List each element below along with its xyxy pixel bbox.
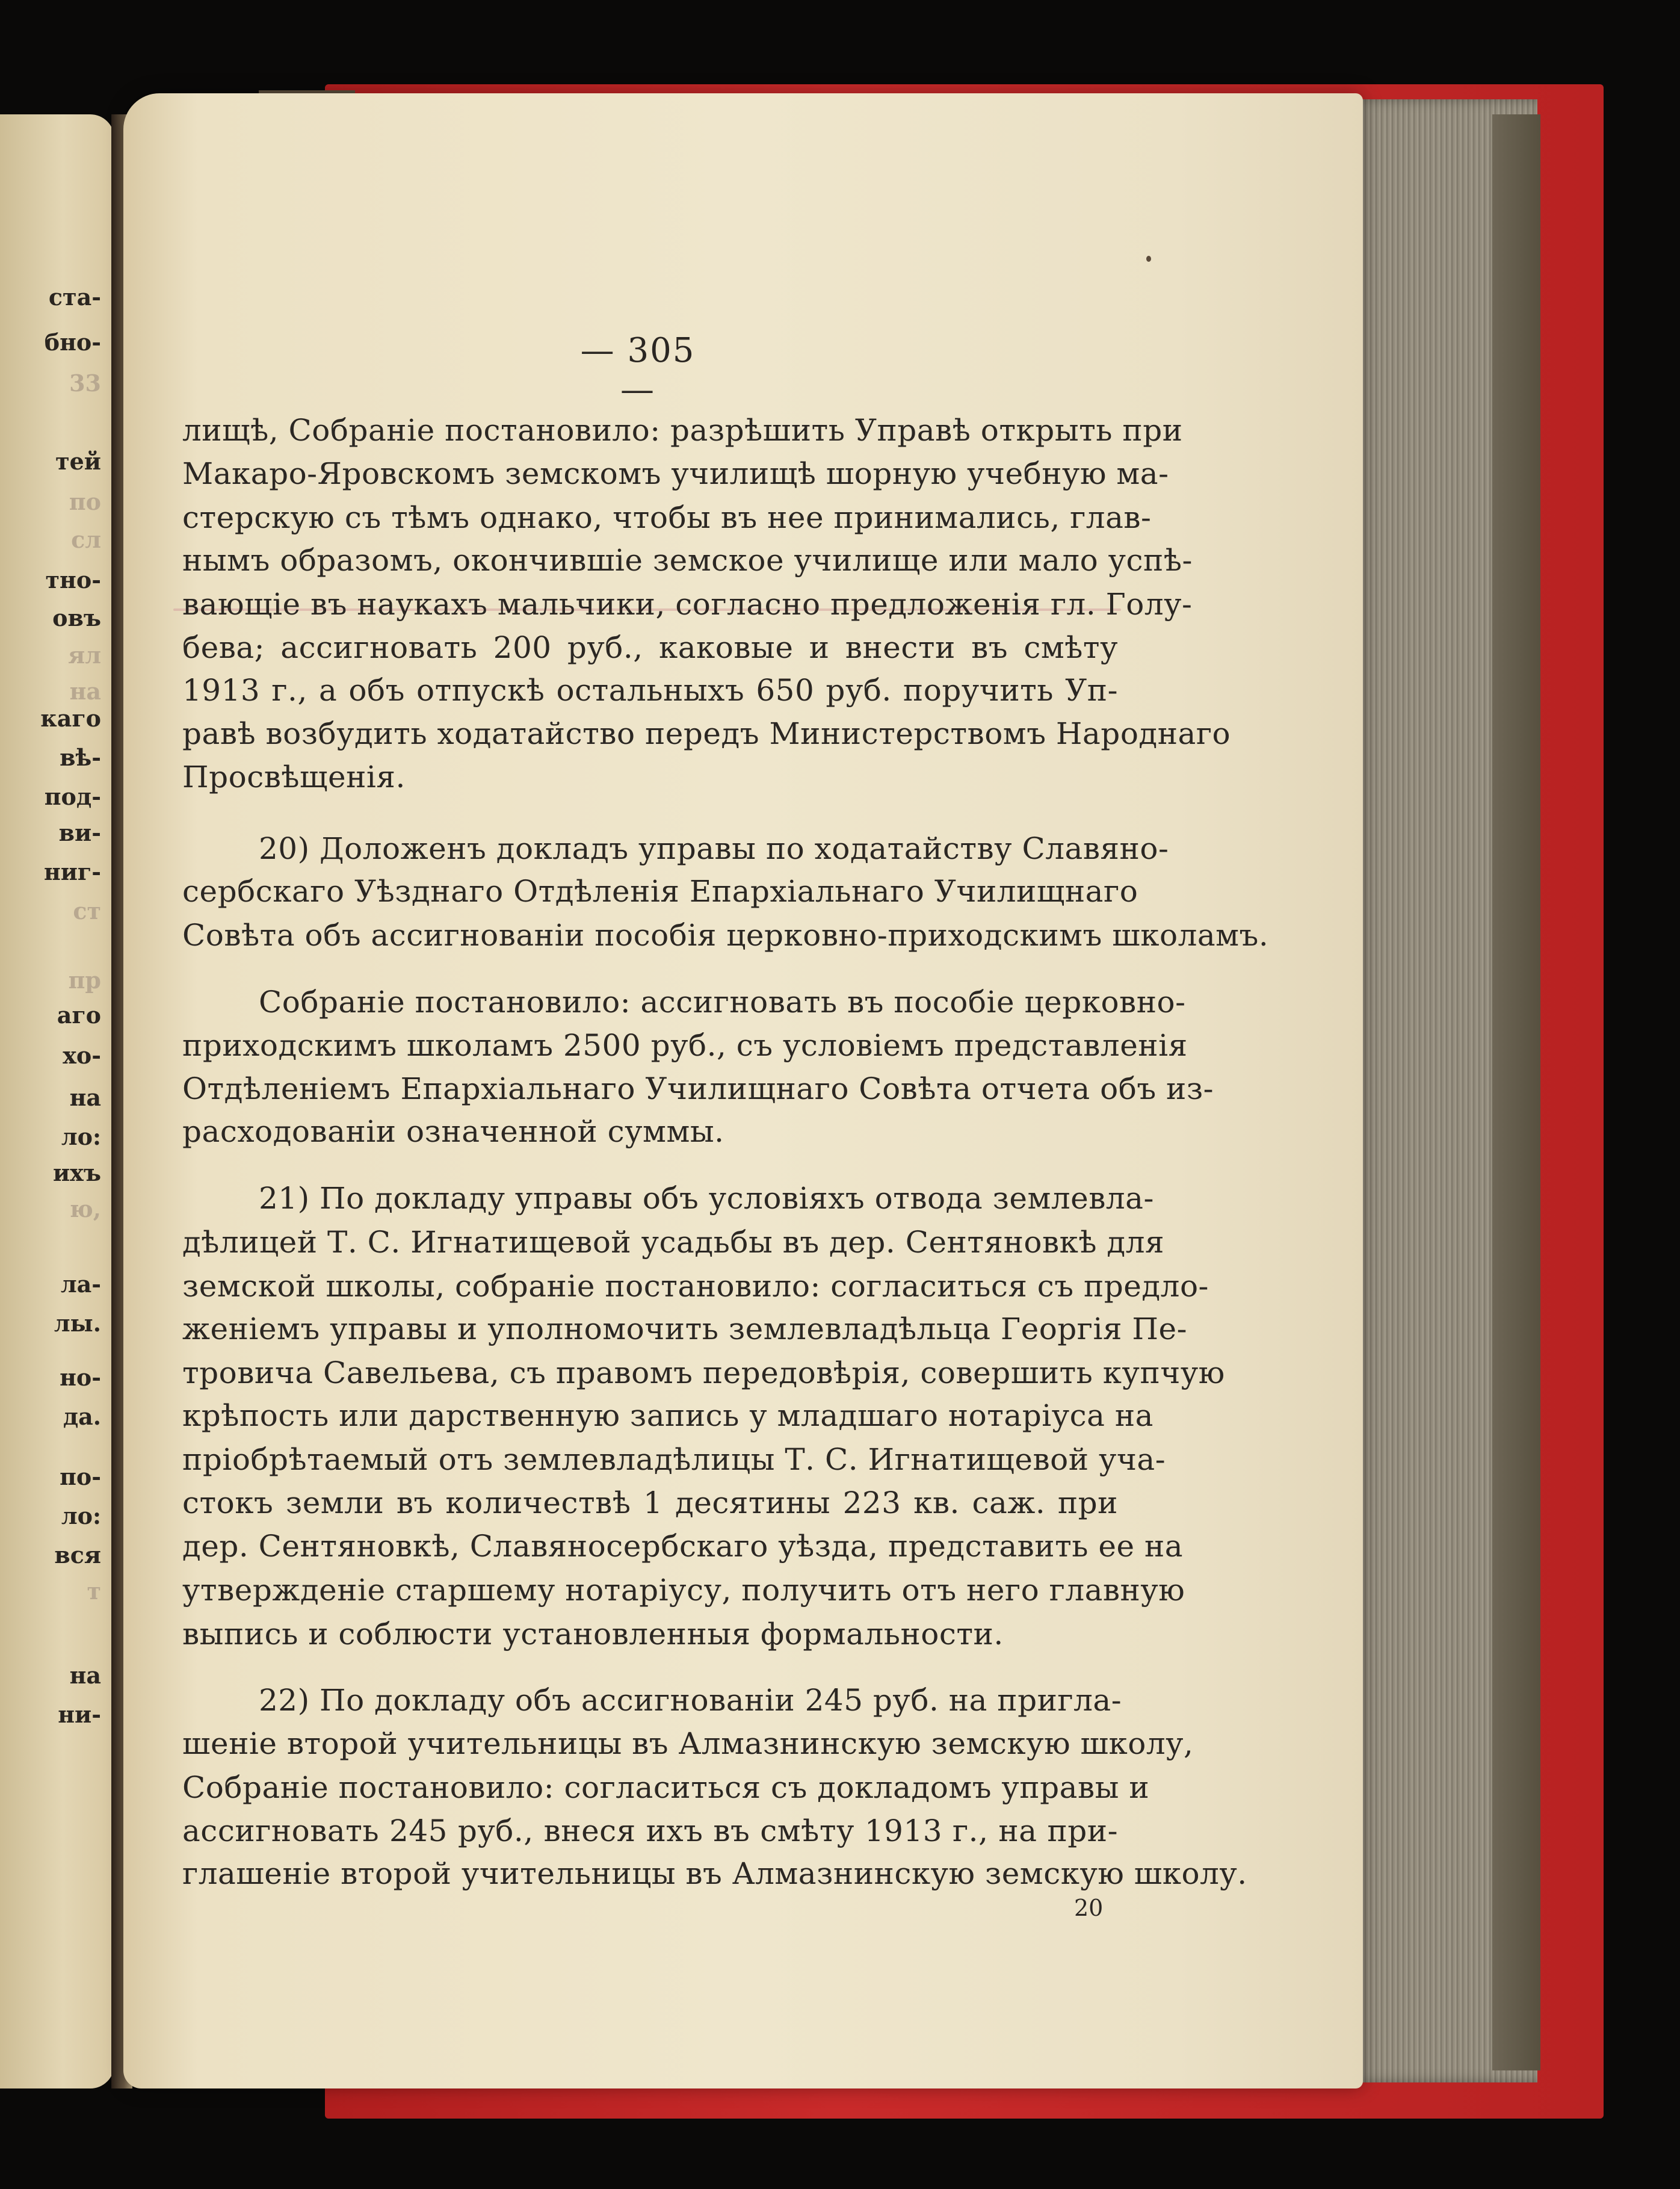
left-page-fragment: на (69, 1662, 101, 1689)
page-number: — 305 — (580, 331, 696, 409)
page-edges-shadow (1492, 114, 1540, 2070)
left-page-fragment: ниг- (43, 858, 101, 885)
text-line: утвержденіе старшему нотаріусу, получить отъ него главную (182, 1573, 1185, 1608)
left-page-fragment: аго (57, 1002, 101, 1029)
left-page-fragment: сл (71, 526, 101, 553)
text-line: Собраніе постановило: ассигновать въ пособіе церковно- (259, 985, 1186, 1020)
left-page-fragment: ст (73, 897, 101, 924)
left-page-fragment: да. (63, 1403, 101, 1430)
left-page-fragment: овъ (52, 604, 101, 631)
left-page-fragment: ни- (58, 1701, 101, 1728)
text-line: Макаро-Яровскомъ земскомъ училищѣ шорную учебную ма- (182, 456, 1169, 491)
text-line: 1913 г., а объ отпускѣ остальныхъ 650 руб. поручить Уп- (182, 673, 1118, 708)
text-line: женіемъ управы и уполномочить землевладѣльца Георгія Пе- (182, 1311, 1188, 1346)
left-page-fragment: ло: (61, 1123, 101, 1150)
left-page-fragment: тей (55, 448, 101, 475)
text-line: расходованіи означенной суммы. (182, 1114, 724, 1149)
text-line: шеніе второй учительницы въ Алмазнинскую земскую школу, (182, 1726, 1194, 1761)
left-page-fragment: бно- (44, 329, 101, 356)
left-page-fragment: хо- (63, 1042, 101, 1069)
text-line: выпись и соблюсти установленныя формальности. (182, 1617, 1004, 1652)
left-page-fragment: ю, (69, 1195, 101, 1222)
left-page-fragment: т (87, 1578, 101, 1605)
text-line: 22) По докладу объ ассигнованіи 245 руб. на пригла- (259, 1683, 1122, 1718)
text-line: стокъ земли въ количествѣ 1 десятины 223 кв. саж. при (182, 1485, 1118, 1520)
left-page-fragment: на (69, 678, 101, 705)
left-page-fragment: ял (68, 642, 101, 669)
text-line: стерскую съ тѣмъ однако, чтобы въ нее принимались, глав- (182, 500, 1152, 535)
text-line: вающіе въ наукахъ мальчики, согласно предложенія гл. Голу- (182, 587, 1193, 622)
text-line: Собраніе постановило: согласиться съ докладомъ управы и (182, 1770, 1150, 1805)
text-line: 20) Доложенъ докладъ управы по ходатайству Славяно- (259, 831, 1169, 866)
left-page-fragment: ви- (58, 819, 101, 846)
left-page-fragment: по (69, 488, 101, 515)
text-line: дѣлицей Т. С. Игнатищевой усадьбы въ дер. Сентяновкѣ для (182, 1225, 1165, 1260)
text-line: дер. Сентяновкѣ, Славяносербскаго уѣзда, представить ее на (182, 1529, 1184, 1564)
text-line: Отдѣленіемъ Епархіальнаго Училищнаго Совѣта отчета объ из- (182, 1071, 1214, 1106)
text-line: приходскимъ школамъ 2500 руб., съ условіемъ представленія (182, 1028, 1188, 1063)
left-page-fragment: под- (44, 783, 101, 810)
left-page-fragment: каго (40, 705, 101, 732)
text-line: Совѣта объ ассигнованіи пособія церковно-приходскимъ школамъ. (182, 918, 1269, 953)
text-line: земской школы, собраніе постановило: согласиться съ предло- (182, 1269, 1209, 1304)
left-page-fragment: ло: (61, 1502, 101, 1529)
text-line: равѣ возбудить ходатайство передъ Министерствомъ Народнаго (182, 716, 1231, 751)
left-page-fragment: тно- (45, 566, 101, 593)
text-line: нымъ образомъ, окончившіе земское училище или мало успѣ- (182, 543, 1193, 578)
text-line: сербскаго Уѣзднаго Отдѣленія Епархіальнаго Училищнаго (182, 874, 1138, 909)
text-line: глашеніе второй учительницы въ Алмазнинскую земскую школу. (182, 1856, 1247, 1891)
left-page-fragment: ихъ (53, 1159, 101, 1186)
signature-mark: 20 (1074, 1895, 1104, 1921)
left-page-fragment: но- (60, 1364, 101, 1391)
left-page-fragment: вѣ- (60, 744, 101, 771)
text-line: ассигновать 245 руб., внеся ихъ въ смѣту 1913 г., на при- (182, 1813, 1118, 1848)
left-page (0, 114, 114, 2088)
text-line: тровича Савельева, съ правомъ передовѣрія, совершить купчую (182, 1355, 1225, 1390)
left-page-fragment: ста- (48, 283, 101, 311)
text-line: 21) По докладу управы объ условіяхъ отвода землевла- (259, 1181, 1154, 1216)
text-line: пріобрѣтаемый отъ землевладѣлицы Т. С. Игнатищевой уча- (182, 1442, 1166, 1477)
text-line: Просвѣщенія. (182, 760, 406, 794)
left-page-fragment: лы. (54, 1310, 101, 1337)
left-page-fragment: по- (60, 1463, 101, 1490)
left-page-fragment: ла- (60, 1271, 101, 1298)
left-page-fragment: пр (68, 967, 101, 994)
text-line: крѣпость или дарственную запись у младшаго нотаріуса на (182, 1398, 1153, 1433)
text-line: бева; ассигновать 200 руб., каковые и внести въ смѣту (182, 630, 1118, 665)
left-page-fragment: на (69, 1084, 101, 1111)
left-page-fragment: 33 (69, 370, 101, 397)
paper-spot (1146, 256, 1151, 262)
left-page-fragment: вся (54, 1541, 101, 1568)
text-line: лищѣ, Собраніе постановило: разрѣшить Управѣ открыть при (182, 413, 1183, 448)
